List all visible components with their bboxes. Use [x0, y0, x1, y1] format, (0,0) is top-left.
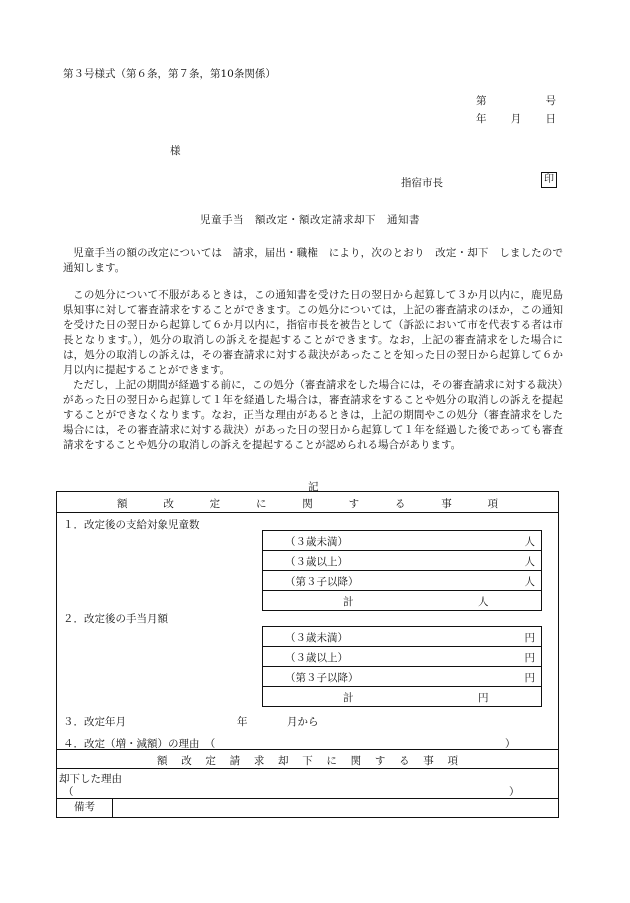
- section1-header: 額 改 定 に 関 す る 事 項: [117, 498, 498, 510]
- table-row-total: 計 人: [343, 596, 489, 608]
- intro-paragraph: 児童手当の額の改定については 請求，届出・職権 により，次のとおり 改定・却下 しましたので通知します。: [63, 247, 563, 274]
- item3-label: ３．改定年月: [63, 716, 126, 728]
- appeal-paragraph: この処分について不服があるときは，この通知書を受けた日の翌日から起算して３か月以内に，鹿児島県知事に対して審査請求をすることができます。この処分については，上記の審査請求のほか，この通知を受けた日の翌日から起算して６か月以内に，指宿市長を被告として（訴訟において市を代表する者は市長となります。），処分の取消しの訴えを提起することができます。なお，上記の審査請求をした場合には，処分の取消しの訴えは，その審査請求に対する裁決があったことを知った日の翌日から起算して６か月以内に提起することができます。 ただし，上記の期間が経過する前に，この処分（審査請求をした場合には，その審査請求に対する裁決）があった日の翌日から起算して１年を経過した場合は，審査請求をすることや処分の取消しの訴えを提起することができなくなります。なお，正当な理由があるときは，上記の期間やこの処分（審査請求をした場合には，その審査請求に対する裁決）があった日の翌日から起算して１年を経過した後であっても審査請求をすることや処分の取消しの訴えを提起することが認められる場合があります。: [63, 289, 563, 451]
- table-row: （３歳未満） 円: [263, 627, 541, 647]
- table-row-total: 計 円: [343, 692, 489, 704]
- item4-label: ４．改定（増・減額）の理由 （: [63, 738, 216, 750]
- rejection-close: ）: [509, 786, 520, 798]
- remarks-label: 備考: [57, 798, 113, 818]
- number-suffix: 号: [545, 95, 556, 107]
- table-row: （第３子以降） 円: [263, 667, 541, 687]
- page-title: 児童手当 額改定・額改定請求却下 通知書: [200, 214, 420, 226]
- day-label: 日: [545, 113, 556, 125]
- section2-header: 額 改 定 請 求 却 下 に 関 す る 事 項: [157, 755, 458, 767]
- rejection-open: （: [63, 786, 74, 798]
- form-number: 第３号様式（第６条，第７条，第10条関係）: [63, 68, 276, 80]
- monthly-amount-table: [262, 626, 542, 707]
- details-table: [56, 491, 559, 818]
- issuer: 指宿市長: [401, 177, 443, 189]
- seal-mark: 印: [541, 172, 557, 188]
- item3-year: 年: [237, 716, 248, 728]
- number-label: 第: [476, 95, 487, 107]
- item1-label: １．改定後の支給対象児童数: [63, 519, 200, 531]
- rejection-reason-label: 却下した理由: [59, 773, 122, 785]
- table-row: （３歳以上） 円: [263, 647, 541, 667]
- children-count-table: [262, 530, 542, 611]
- recipient-suffix: 様: [170, 145, 181, 157]
- table-row: （３歳未満） 人: [263, 531, 541, 551]
- item4-close: ）: [505, 738, 516, 750]
- item2-label: ２．改定後の手当月額: [63, 613, 168, 625]
- item3-month: 月から: [287, 716, 319, 728]
- table-row: （第３子以降） 人: [263, 571, 541, 591]
- ki-heading: 記: [308, 481, 319, 493]
- month-label: 月: [510, 113, 522, 125]
- table-row: （３歳以上） 人: [263, 551, 541, 571]
- document-number-date: [476, 92, 556, 128]
- year-label: 年: [476, 113, 487, 125]
